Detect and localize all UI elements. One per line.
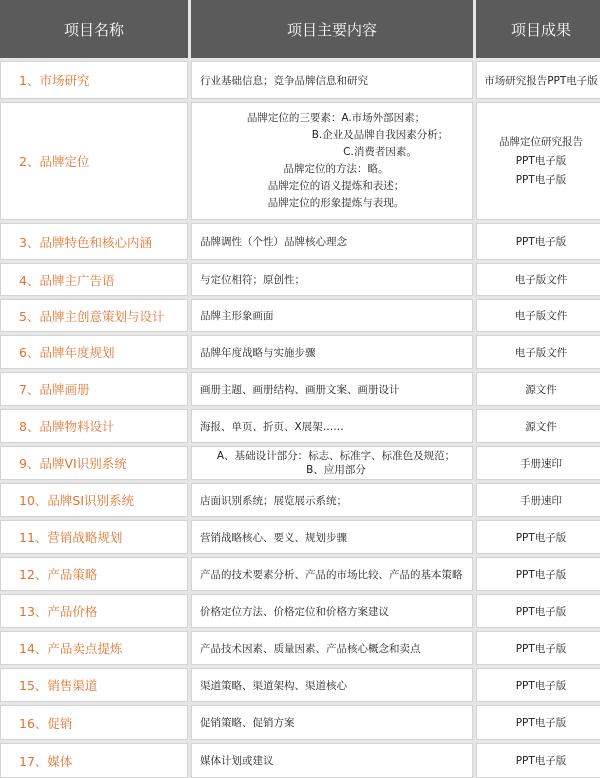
row-result: PPT电子版 (476, 223, 600, 260)
row-result: 源文件 (476, 372, 600, 406)
row-name: 3、品牌特色和核心内涵 (0, 223, 188, 260)
row-name: 17、媒体 (0, 743, 188, 778)
content-line: 品牌定位的三要素：A.市场外部因素； (246, 112, 426, 124)
row-content: 渠道策略、渠道架构、渠道核心 (191, 668, 473, 702)
result-line: PPT电子版 (515, 173, 567, 186)
row-name: 7、品牌画册 (0, 372, 188, 406)
row-content: 行业基础信息；竞争品牌信息和研究 (191, 61, 473, 99)
row-content: 品牌年度战略与实施步骤 (191, 335, 473, 369)
row-result: 电子版文件 (476, 299, 600, 332)
content-line: C.消费者因素。 (343, 146, 417, 158)
row-name: 14、产品卖点提炼 (0, 631, 188, 665)
result-line: 品牌定位研究报告 (499, 135, 583, 148)
row-content: 产品的技术要素分析、产品的市场比较、产品的基本策略 (191, 557, 473, 591)
content-line: B、应用部分 (306, 464, 366, 476)
row-result (476, 102, 600, 220)
content-line: 品牌定位的形象提炼与表现。 (267, 197, 405, 209)
row-result: 源文件 (476, 409, 600, 443)
row-content (191, 446, 473, 480)
result-line: PPT电子版 (515, 154, 567, 167)
row-name: 2、品牌定位 (0, 102, 188, 220)
row-name: 6、品牌年度规划 (0, 335, 188, 369)
row-result: PPT电子版 (476, 668, 600, 702)
row-result: PPT电子版 (476, 705, 600, 740)
row-content: 品牌主形象画面 (191, 299, 473, 332)
row-content: 画册主题、画册结构、画册文案、画册设计 (191, 372, 473, 406)
row-content: 店面识别系统；展览展示系统； (191, 483, 473, 517)
row-content: 产品技术因素、质量因素、产品核心概念和卖点 (191, 631, 473, 665)
row-result: PPT电子版 (476, 520, 600, 554)
row-result: 手册速印 (476, 483, 600, 517)
row-result: 手册速印 (476, 446, 600, 480)
row-name: 10、品牌SI识别系统 (0, 483, 188, 517)
header-project-result: 项目成果 (476, 0, 600, 58)
row-result: PPT电子版 (476, 557, 600, 591)
row-content: 品牌调性（个性）品牌核心理念 (191, 223, 473, 260)
row-result: PPT电子版 (476, 743, 600, 778)
row-result: 电子版文件 (476, 335, 600, 369)
row-content (191, 102, 473, 220)
content-line: 品牌定位的语义提炼和表述； (267, 180, 405, 192)
content-line: A、基础设计部分：标志、标准字、标准色及规范； (216, 450, 456, 462)
row-result: PPT电子版 (476, 631, 600, 665)
header-project-content: 项目主要内容 (191, 0, 473, 58)
content-line: B.企业及品牌自我因素分析； (311, 129, 449, 141)
row-name: 8、品牌物料设计 (0, 409, 188, 443)
row-name: 12、产品策略 (0, 557, 188, 591)
row-name: 5、品牌主创意策划与设计 (0, 299, 188, 332)
row-name: 16、促销 (0, 705, 188, 740)
row-result: PPT电子版 (476, 594, 600, 628)
row-content: 与定位相符；原创性； (191, 263, 473, 296)
row-name: 15、销售渠道 (0, 668, 188, 702)
row-name: 9、品牌VI识别系统 (0, 446, 188, 480)
row-result: 市场研究报告PPT电子版 (476, 61, 600, 99)
content-line: 品牌定位的方法：略。 (283, 163, 389, 175)
row-name: 4、品牌主广告语 (0, 263, 188, 296)
row-result: 电子版文件 (476, 263, 600, 296)
row-name: 13、产品价格 (0, 594, 188, 628)
row-name: 11、营销战略规划 (0, 520, 188, 554)
row-name: 1、市场研究 (0, 61, 188, 99)
row-content: 价格定位方法、价格定位和价格方案建议 (191, 594, 473, 628)
row-content: 海报、单页、折页、X展架…… (191, 409, 473, 443)
row-content: 营销战略核心、要义、规划步骤 (191, 520, 473, 554)
row-content: 促销策略、促销方案 (191, 705, 473, 740)
header-project-name: 项目名称 (0, 0, 188, 58)
row-content: 媒体计划或建议 (191, 743, 473, 778)
